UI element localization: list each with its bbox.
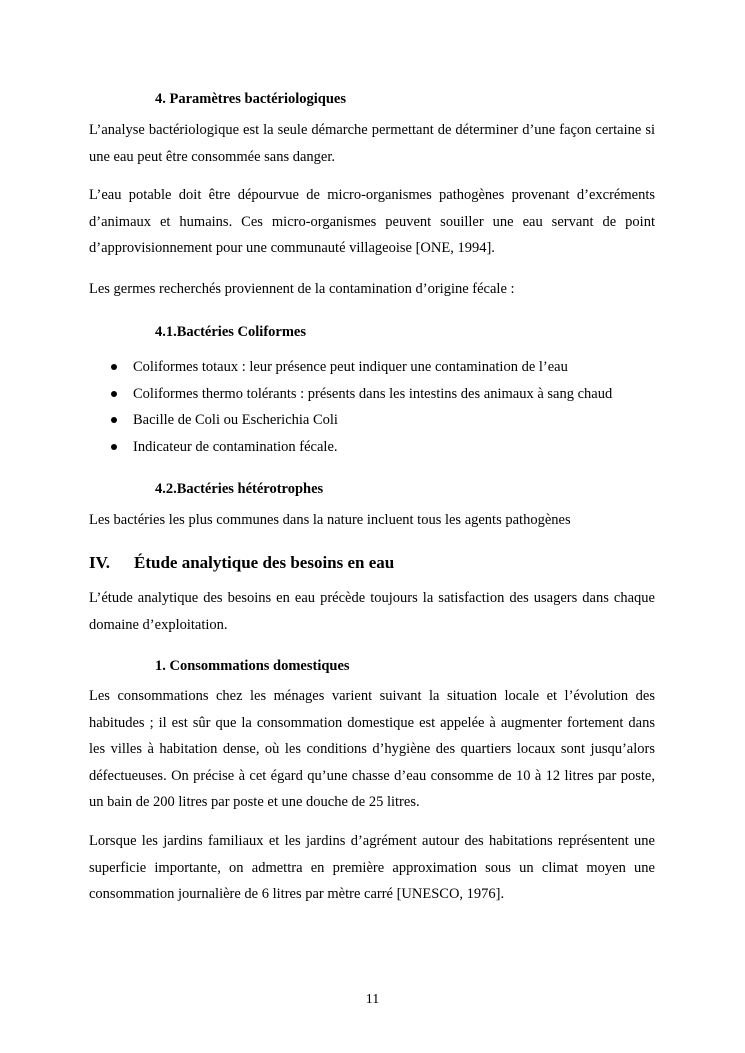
list-item: [108, 434, 612, 461]
list-item: [108, 354, 612, 381]
paragraph-heterotrophic-bacteria: Les bactéries les plus communes dans la nature incluent tous les agents pathogènes: [89, 512, 571, 528]
list-item-text: Coliformes thermo tolérants : présents dans les intestins des animaux à sang chaud: [133, 385, 613, 402]
list-item-text: Bacille de Coli ou Escherichia Coli: [133, 412, 338, 428]
heading-domestic-consumption: 1. Consommations domestiques: [155, 658, 350, 674]
bullet-icon: [111, 364, 117, 370]
list-item-text: Indicateur de contamination fécale.: [133, 438, 338, 455]
bullet-icon: [111, 417, 117, 423]
list-item: [108, 381, 612, 408]
heading-coliform-bacteria: 4.1.Bactéries Coliformes: [155, 324, 306, 340]
list-item: [108, 407, 612, 434]
paragraph-chapter-intro: L’étude analytique des besoins en eau précède toujours la satisfaction des usagers dans chaque domaine d’exploitation.: [89, 590, 655, 633]
coliform-list: [108, 354, 612, 460]
paragraph-potable-water: L’eau potable doit être dépourvue de micro-organismes pathogènes provenant d’excréments d’animaux et humains. Ces micro-organismes peuvent souiller une eau servant de point d’approvisionnement pour une communauté villageoise [ONE, 1994].: [89, 187, 655, 256]
paragraph-bacteriological-analysis: L’analyse bactériologique est la seule démarche permettant de déterminer d’une façon certaine si une eau peut être consommée sans danger.: [89, 122, 655, 165]
heading-heterotrophic-bacteria: 4.2.Bactéries hétérotrophes: [155, 481, 324, 497]
paragraph-germs: Les germes recherchés proviennent de la contamination d’origine fécale :: [89, 281, 515, 297]
page-number: 11: [365, 992, 380, 1007]
paragraph-gardens: Lorsque les jardins familiaux et les jardins d’agrément autour des habitations représentent une superficie importante, on admettra en première approximation sous un climat moyen une consommation journalière de 6 litres par mètre carré [UNESCO, 1976].: [89, 833, 655, 902]
paragraph-domestic-consumption: Les consommations chez les ménages varient suivant la situation locale et l’évolution des habitudes ; il est sûr que la consommation domestique est appelée à augmenter fortement dans les villes à habitation dense, où les conditions d’hygiène des quartiers locaux sont jusqu’alors défectueuses. On précise à cet égard qu’une chasse d’eau consomme de 10 à 12 litres par poste, un bain de 200 litres par poste et une douche de 25 litres.: [89, 688, 655, 810]
chapter-heading: [89, 553, 394, 573]
chapter-title: Étude analytique des besoins en eau: [134, 553, 395, 572]
bullet-icon: [111, 391, 117, 397]
heading-bacteriological-parameters: 4. Paramètres bactériologiques: [155, 91, 347, 107]
bullet-icon: [111, 444, 117, 450]
chapter-number: IV.: [89, 553, 110, 572]
list-item-text: Coliformes totaux : leur présence peut indiquer une contamination de l’eau: [133, 359, 568, 375]
